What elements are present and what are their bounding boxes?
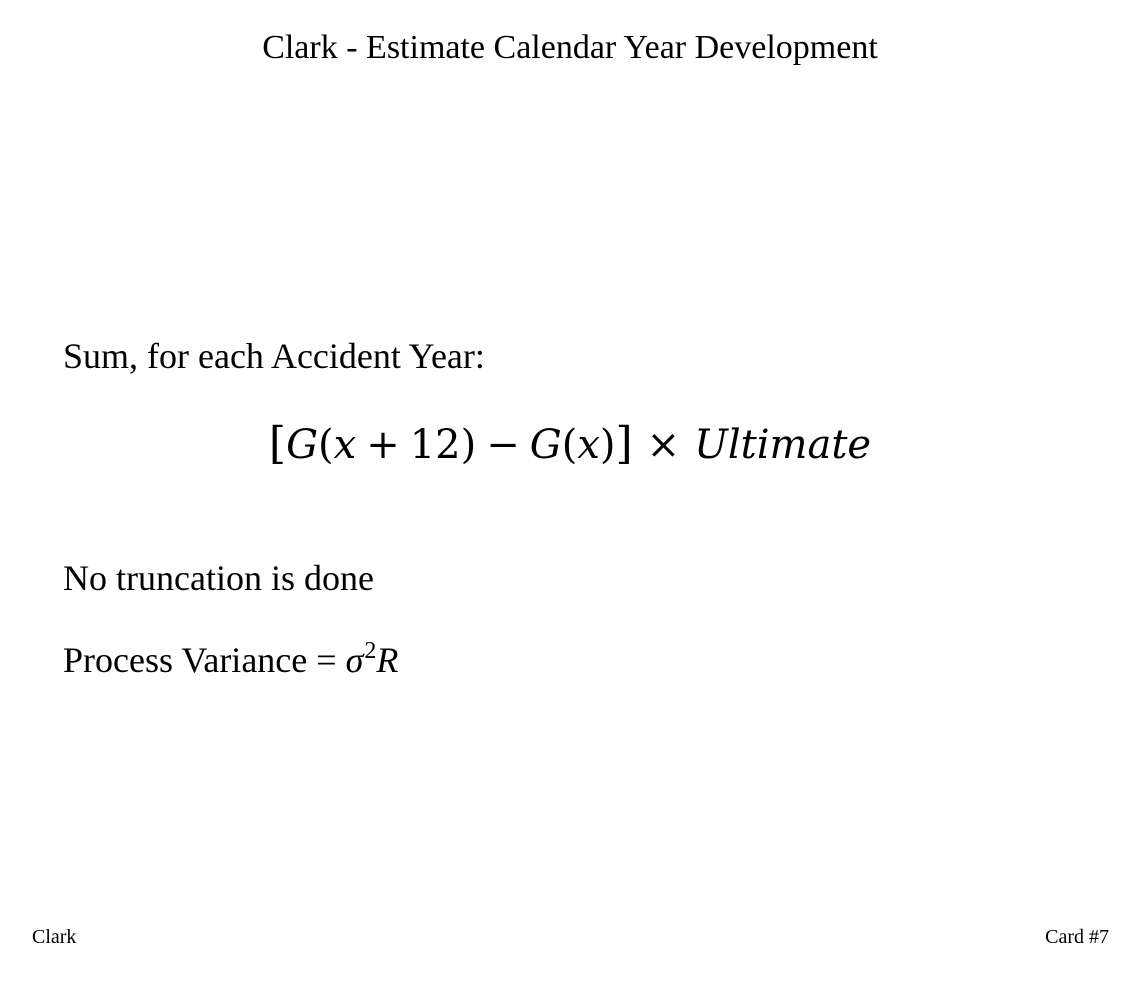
formula-x2: x xyxy=(577,422,600,468)
formula-close-bracket: ] xyxy=(615,418,633,469)
formula-twelve: 12 xyxy=(409,422,461,468)
process-variance-line xyxy=(63,639,398,681)
variance-r: R xyxy=(376,640,399,680)
variance-exponent: 2 xyxy=(364,638,377,664)
formula-minus: − xyxy=(486,422,520,468)
footer-source: Clark xyxy=(32,926,77,948)
formula-ultimate: Ultimate xyxy=(694,422,872,468)
formula-g2: G xyxy=(529,422,562,468)
formula-open-bracket: [ xyxy=(268,418,287,469)
variance-sigma: σ xyxy=(345,640,364,680)
formula-plus: + xyxy=(366,422,400,468)
formula-g1: G xyxy=(286,422,319,468)
card-title: Clark - Estimate Calendar Year Development xyxy=(262,29,878,66)
formula-close-paren-1: ) xyxy=(460,422,477,468)
intro-text: Sum, for each Accident Year: xyxy=(63,336,485,376)
truncation-note: No truncation is done xyxy=(63,558,374,598)
calendar-year-formula xyxy=(0,418,1140,471)
variance-label: Process Variance = xyxy=(63,640,346,680)
variance-expression xyxy=(346,640,399,680)
formula-x1: x xyxy=(333,422,357,468)
formula-open-paren-2: ( xyxy=(561,422,578,468)
formula-close-paren-2: ) xyxy=(599,422,616,468)
formula-open-paren-1: ( xyxy=(318,422,334,468)
footer-card-number: Card #7 xyxy=(1045,926,1109,948)
formula-times: × xyxy=(646,422,681,468)
